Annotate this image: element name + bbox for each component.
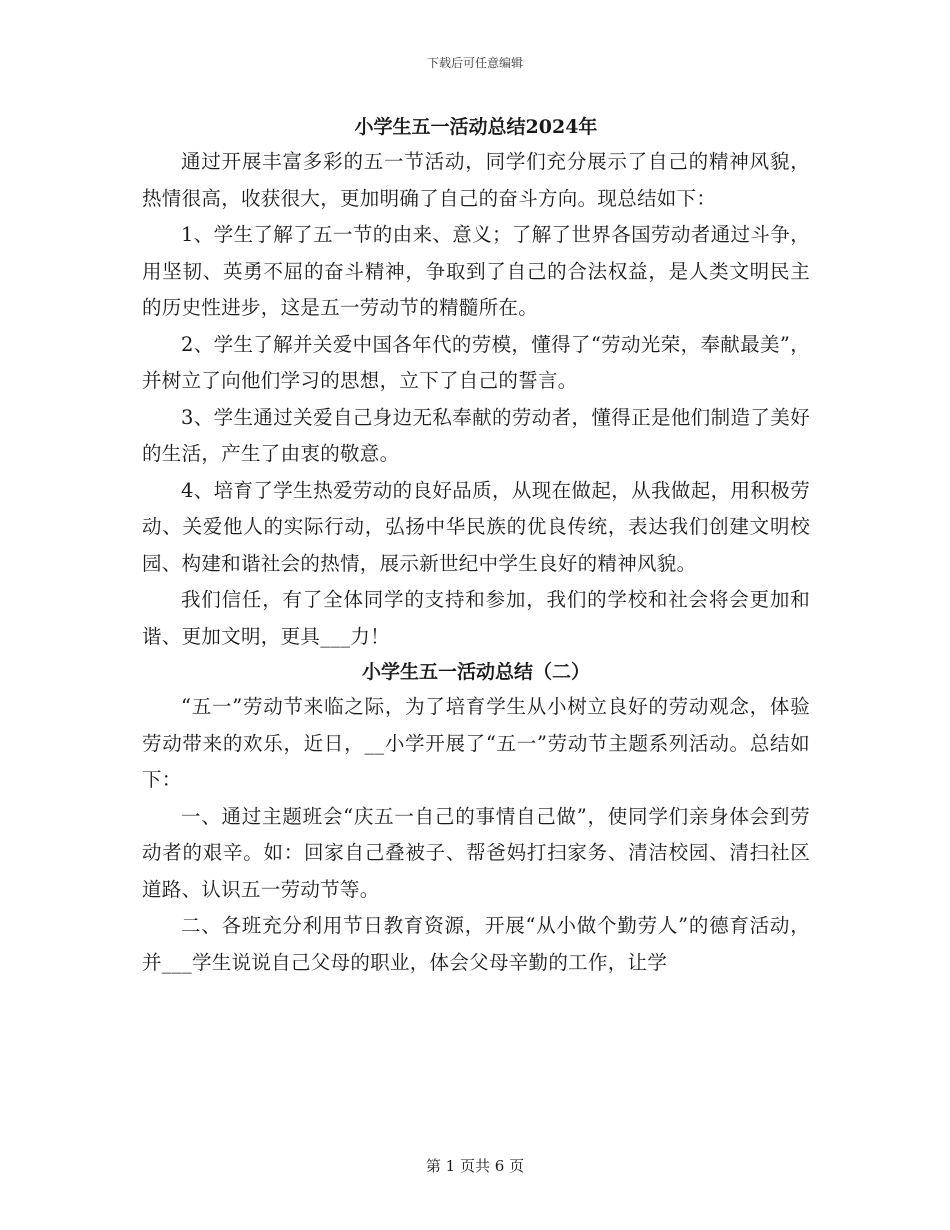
section2-title: 小学生五一活动总结（二） xyxy=(361,661,590,683)
page-footer: 第 1 页共 6 页 xyxy=(425,1157,525,1175)
section1-paragraph: 3、学生通过关爱自己身边无私奉献的劳动者，懂得正是他们制造了美好的生活，产生了由衷的敬意。 xyxy=(142,405,810,465)
section1-paragraph: 通过开展丰富多彩的五一节活动，同学们充分展示了自己的精神风貌，热情很高，收获很大，更加明确了自己的奋斗方向。现总结如下： xyxy=(142,150,810,210)
section1-paragraph: 4、培育了学生热爱劳动的良好品质，从现在做起，从我做起，用积极劳动、关爱他人的实际行动，弘扬中华民族的优良传统，表达我们创建文明校园、构建和谐社会的热情，展示新世纪中学生良好的精神风貌。 xyxy=(142,478,810,575)
section1-paragraph: 2、学生了解并关爱中国各年代的劳模，懂得了“劳动光荣，奉献最美”，并树立了向他们学习的思想，立下了自己的誓言。 xyxy=(142,332,810,392)
document-content xyxy=(142,110,810,981)
section2-paragraph: “五一”劳动节来临之际，为了培育学生从小树立良好的劳动观念，体验劳动带来的欢乐，近日，__小学开展了“五一”劳动节主题系列活动。总结如下： xyxy=(142,695,810,791)
section2-paragraph: 一、通过主题班会“庆五一自己的事情自己做”，使同学们亲身体会到劳动者的艰辛。如：回家自己叠被子、帮爸妈打扫家务、清洁校园、清扫社区道路、认识五一劳动节等。 xyxy=(142,804,810,901)
section1-paragraph: 我们信任，有了全体同学的支持和参加，我们的学校和社会将会更加和谐、更加文明，更具___力！ xyxy=(142,588,810,648)
section1-title: 小学生五一活动总结2024年 xyxy=(354,116,598,138)
section1-paragraph: 1、学生了解了五一节的由来、意义；了解了世界各国劳动者通过斗争，用坚韧、英勇不屈的奋斗精神，争取到了自己的合法权益，是人类文明民主的历史性进步，这是五一劳动节的精髓所在。 xyxy=(142,223,810,319)
header-note: 下载后可任意编辑 xyxy=(426,56,523,70)
section2-paragraph: 二、各班充分利用节日教育资源，开展“从小做个勤劳人”的德育活动，并___学生说说自己父母的职业，体会父母辛勤的工作，让学 xyxy=(142,914,810,974)
